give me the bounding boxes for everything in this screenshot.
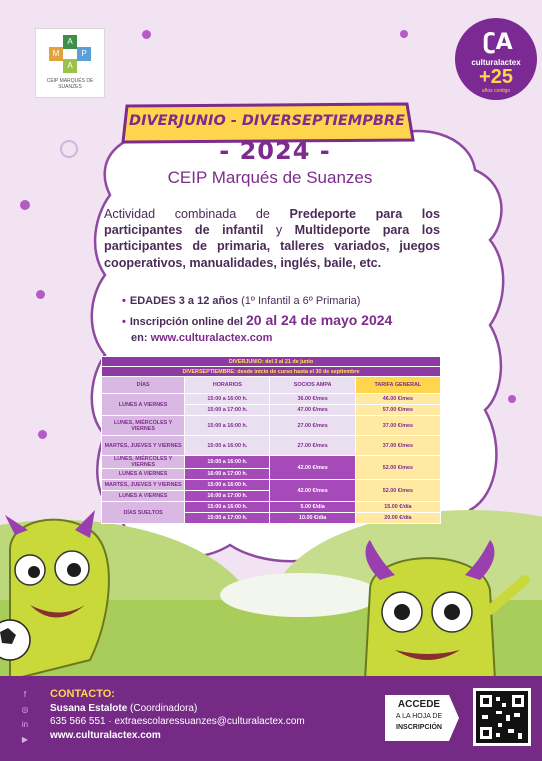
inscription-label: Inscripción online del bbox=[129, 316, 246, 328]
background-doodle bbox=[36, 290, 45, 299]
linkedin-icon[interactable]: in bbox=[21, 720, 29, 729]
header-cell: HORARIOS bbox=[185, 377, 270, 394]
time-cell: 16:00 a 17:00 h. bbox=[185, 469, 270, 480]
background-doodle bbox=[60, 140, 78, 158]
qr-code[interactable] bbox=[473, 688, 531, 746]
day-cell: LUNES A VIERNES bbox=[102, 469, 185, 480]
facebook-icon[interactable]: f bbox=[23, 690, 27, 699]
anniversary-caption: años contigo bbox=[481, 88, 511, 94]
day-cell: MARTES, JUEVES Y VIERNES bbox=[102, 480, 185, 491]
contact-phone-email[interactable]: 635 566 551 · extraescolaressuanzes@culturalactex.com bbox=[50, 716, 305, 727]
qr-code-pattern bbox=[473, 688, 531, 746]
school-name: CEIP Marqués de Suanzes bbox=[167, 168, 373, 187]
header-cell: TARIFA GENERAL bbox=[355, 377, 440, 394]
schedule-table bbox=[101, 356, 441, 524]
day-cell: LUNES A VIERNES bbox=[102, 394, 185, 416]
bullet-dot: • bbox=[122, 295, 126, 307]
general-price: 37.00 €/mes bbox=[355, 416, 440, 436]
time-cell: 15:00 a 16:00 h. bbox=[185, 436, 270, 456]
general-price: 37.00 €/mes bbox=[355, 436, 440, 456]
day-cell: DÍAS SUELTOS bbox=[102, 502, 185, 524]
background-doodle bbox=[38, 430, 47, 439]
socios-price: 10.00 €/día bbox=[270, 513, 355, 524]
time-cell: 15:00 a 16:00 h. bbox=[185, 394, 270, 405]
contact-block bbox=[50, 688, 305, 742]
cta-line3: INSCRIPCIÓN bbox=[396, 724, 442, 731]
contact-person bbox=[50, 702, 305, 716]
activity-description bbox=[104, 206, 440, 271]
brand-mark: ʗA bbox=[483, 30, 513, 55]
general-price: 57.00 €/mes bbox=[355, 405, 440, 416]
bullet-dot: • bbox=[122, 316, 126, 328]
desc-bold: Predeporte para los participantes de infantil bbox=[104, 207, 440, 238]
youtube-icon[interactable]: ▶ bbox=[21, 735, 29, 744]
ages-label: EDADES 3 a 12 años bbox=[129, 295, 239, 307]
dates-line: DIVERJUNIO: del 3 al 21 de junio bbox=[102, 357, 441, 367]
inscription-en: en: bbox=[131, 332, 151, 344]
day-cell: LUNES A VIERNES bbox=[102, 491, 185, 502]
socios-price: 27.00 €/mes bbox=[270, 436, 355, 456]
socios-price: 42.00 €/mes bbox=[270, 480, 355, 502]
dates-line: DIVERSEPTIEMBRE: desde inicio de curso hasta el 30 de septiembre bbox=[102, 367, 441, 377]
monster-left-illustration bbox=[0, 510, 140, 680]
culturalactex-badge bbox=[455, 18, 537, 100]
time-cell: 15:00 a 16:00 h. bbox=[185, 502, 270, 513]
banner-title: DIVERJUNIO - DIVERSEPTIEMPBRE bbox=[129, 113, 405, 129]
time-cell: 15:00 a 17:00 h. bbox=[185, 513, 270, 524]
socios-price: 36.00 €/mes bbox=[270, 394, 355, 405]
socios-price: 27.00 €/mes bbox=[270, 416, 355, 436]
time-cell: 15:00 a 16:00 h. bbox=[185, 416, 270, 436]
time-cell: 16:00 a 17:00 h. bbox=[185, 491, 270, 502]
day-cell: LUNES, MIÉRCOLES Y VIERNES bbox=[102, 416, 185, 436]
year-title: - 2024 - bbox=[219, 137, 331, 165]
cta-line1: ACCEDE bbox=[397, 699, 441, 710]
desc-text: Actividad combinada de bbox=[104, 207, 290, 221]
socios-price: 5.00 €/día bbox=[270, 502, 355, 513]
logo-caption: CEIP MARQUÉS DE SUANZES bbox=[46, 78, 94, 90]
time-cell: 15:00 a 17:00 h. bbox=[185, 405, 270, 416]
background-doodle bbox=[142, 30, 151, 39]
general-price: 46.00 €/mes bbox=[355, 394, 440, 405]
contact-role: (Coordinadora) bbox=[127, 702, 198, 714]
time-cell: 15:00 a 16:00 h. bbox=[185, 480, 270, 491]
logo-letter: M bbox=[49, 47, 63, 61]
contact-name: Susana Estalote bbox=[50, 702, 128, 714]
inscription-link[interactable]: www.culturalactex.com bbox=[150, 332, 273, 344]
ampa-logo bbox=[35, 28, 105, 98]
logo-letter: A bbox=[63, 59, 77, 73]
contact-label: CONTACTO: bbox=[50, 688, 115, 700]
general-price: 52.00 €/mes bbox=[355, 480, 440, 502]
day-cell: LUNES, MIÉRCOLES Y VIERNES bbox=[102, 456, 185, 469]
socios-price: 42.00 €/mes bbox=[270, 456, 355, 480]
general-price: 20.00 €/día bbox=[355, 513, 440, 524]
cta-line2: A LA HOJA DE bbox=[395, 713, 443, 720]
inscription-dates: 20 al 24 de mayo 2024 bbox=[246, 312, 393, 328]
background-doodle bbox=[400, 30, 408, 38]
desc-bold: Multideporte para los participantes de primaria, talleres variados, juegos cooperativos, manualidades, inglés, baile, etc. bbox=[104, 223, 441, 270]
brand-name: culturalactex bbox=[471, 58, 521, 67]
general-price: 52.00 €/mes bbox=[355, 456, 440, 480]
header-cell: SOCIOS AMPA bbox=[270, 377, 355, 394]
desc-text: y bbox=[263, 223, 295, 238]
header-cell: DÍAS bbox=[102, 377, 185, 394]
contact-web[interactable]: www.culturalactex.com bbox=[50, 729, 161, 741]
monster-right-illustration bbox=[340, 540, 540, 680]
inscription-web-line bbox=[131, 332, 272, 344]
ages-bullet bbox=[122, 295, 360, 307]
instagram-icon[interactable]: ◎ bbox=[21, 705, 29, 714]
logo-letter: A bbox=[63, 35, 77, 49]
general-price: 15.00 €/día bbox=[355, 502, 440, 513]
inscription-bullet bbox=[122, 312, 392, 328]
time-cell: 15:00 a 16:00 h. bbox=[185, 456, 270, 469]
background-doodle bbox=[20, 200, 30, 210]
anniversary-number: +25 bbox=[479, 66, 513, 88]
logo-letter: P bbox=[77, 47, 91, 61]
day-cell: MARTES, JUEVES Y VIERNES bbox=[102, 436, 185, 456]
socios-price: 47.00 €/mes bbox=[270, 405, 355, 416]
ages-detail: (1º Infantil a 6º Primaria) bbox=[238, 295, 361, 307]
